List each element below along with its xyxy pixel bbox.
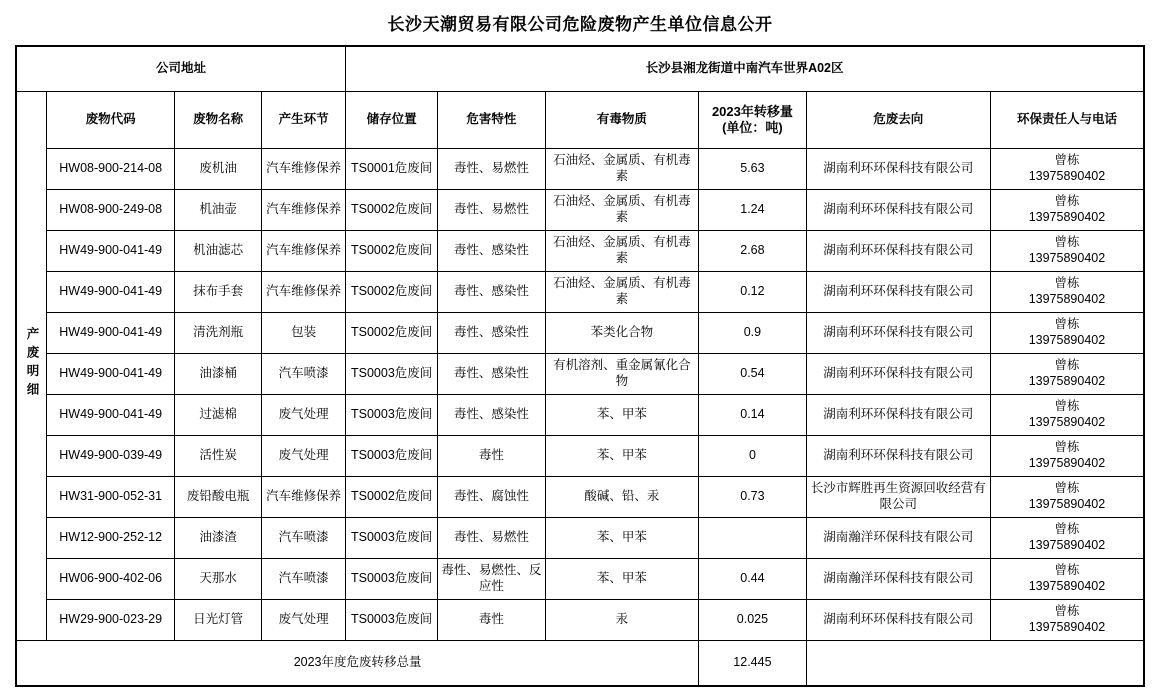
cell-code: HW29-900-023-29 (47, 600, 175, 641)
table-row (16, 149, 1144, 190)
person-name: 曾栋 (1054, 153, 1080, 168)
cell-storage: TS0002危废间 (346, 190, 438, 231)
table-row (16, 313, 1144, 354)
cell-code: HW08-900-249-08 (47, 190, 175, 231)
cell-stage: 包装 (262, 313, 346, 354)
person-name: 曾栋 (1054, 604, 1080, 619)
person-name: 曾栋 (1054, 440, 1080, 455)
cell-amount: 0.44 (699, 559, 806, 600)
cell-code: HW49-900-041-49 (47, 395, 175, 436)
person-name: 曾栋 (1054, 522, 1080, 537)
cell-toxic: 苯、甲苯 (545, 436, 699, 477)
cell-destination: 湖南利环环保科技有限公司 (806, 354, 990, 395)
cell-amount: 1.24 (699, 190, 806, 231)
cell-person (990, 518, 1144, 559)
person-name: 曾栋 (1054, 481, 1080, 496)
column-header-amount-line2: (单位：吨) (722, 120, 783, 135)
person-phone: 13975890402 (1028, 169, 1106, 183)
column-header-amount (699, 92, 806, 149)
cell-storage: TS0002危废间 (346, 477, 438, 518)
cell-toxic: 石油烃、金属质、有机毒素 (545, 190, 699, 231)
cell-amount: 0 (699, 436, 806, 477)
cell-toxic: 汞 (545, 600, 699, 641)
cell-person (990, 559, 1144, 600)
cell-code: HW12-900-252-12 (47, 518, 175, 559)
cell-storage: TS0003危废间 (346, 395, 438, 436)
cell-amount: 0.54 (699, 354, 806, 395)
section-label (16, 92, 47, 641)
cell-name: 机油壶 (175, 190, 262, 231)
cell-storage: TS0003危废间 (346, 559, 438, 600)
cell-stage: 汽车喷漆 (262, 559, 346, 600)
person-phone: 13975890402 (1028, 415, 1106, 429)
section-label-text: 产废明细 (24, 326, 39, 401)
person-phone: 13975890402 (1028, 333, 1106, 347)
cell-code: HW49-900-041-49 (47, 272, 175, 313)
cell-person (990, 313, 1144, 354)
cell-hazard: 毒性、感染性 (438, 231, 545, 272)
cell-code: HW49-900-039-49 (47, 436, 175, 477)
cell-stage: 废气处理 (262, 395, 346, 436)
person-phone: 13975890402 (1028, 497, 1106, 511)
cell-storage: TS0002危废间 (346, 272, 438, 313)
column-header-stage: 产生环节 (262, 92, 346, 149)
cell-person (990, 354, 1144, 395)
total-empty (806, 641, 1144, 687)
cell-toxic: 苯类化合物 (545, 313, 699, 354)
cell-person (990, 477, 1144, 518)
table-row (16, 518, 1144, 559)
total-label: 2023年度危废转移总量 (16, 641, 699, 687)
cell-hazard: 毒性、易燃性 (438, 518, 545, 559)
cell-storage: TS0003危废间 (346, 600, 438, 641)
cell-storage: TS0003危废间 (346, 518, 438, 559)
table-row (16, 354, 1144, 395)
cell-hazard: 毒性、易燃性 (438, 149, 545, 190)
cell-amount: 0.73 (699, 477, 806, 518)
cell-amount: 0.025 (699, 600, 806, 641)
column-header-amount-line1: 2023年转移量 (711, 103, 793, 119)
cell-person (990, 395, 1144, 436)
cell-amount: 2.68 (699, 231, 806, 272)
cell-toxic: 石油烃、金属质、有机毒素 (545, 272, 699, 313)
cell-storage: TS0001危废间 (346, 149, 438, 190)
cell-storage: TS0002危废间 (346, 313, 438, 354)
person-name: 曾栋 (1054, 235, 1080, 250)
person-phone: 13975890402 (1028, 456, 1106, 470)
cell-name: 活性炭 (175, 436, 262, 477)
cell-stage: 废气处理 (262, 436, 346, 477)
cell-toxic: 石油烃、金属质、有机毒素 (545, 149, 699, 190)
cell-storage: TS0002危废间 (346, 231, 438, 272)
cell-name: 废机油 (175, 149, 262, 190)
cell-code: HW08-900-214-08 (47, 149, 175, 190)
cell-destination: 湖南利环环保科技有限公司 (806, 272, 990, 313)
cell-name: 机油滤芯 (175, 231, 262, 272)
cell-name: 日光灯管 (175, 600, 262, 641)
cell-destination: 湖南瀚洋环保科技有限公司 (806, 559, 990, 600)
table-row (16, 190, 1144, 231)
cell-name: 过滤棉 (175, 395, 262, 436)
cell-hazard: 毒性、感染性 (438, 395, 545, 436)
column-header-row (16, 92, 1144, 149)
address-row (16, 46, 1144, 92)
cell-stage: 汽车维修保养 (262, 149, 346, 190)
cell-code: HW31-900-052-31 (47, 477, 175, 518)
cell-code: HW49-900-041-49 (47, 313, 175, 354)
cell-destination: 长沙市辉胜再生资源回收经营有限公司 (806, 477, 990, 518)
cell-person (990, 231, 1144, 272)
table-row (16, 272, 1144, 313)
cell-name: 废铅酸电瓶 (175, 477, 262, 518)
total-row (16, 641, 1144, 687)
cell-stage: 汽车维修保养 (262, 231, 346, 272)
table-row (16, 600, 1144, 641)
cell-amount: 5.63 (699, 149, 806, 190)
cell-destination: 湖南利环环保科技有限公司 (806, 149, 990, 190)
cell-destination: 湖南利环环保科技有限公司 (806, 436, 990, 477)
column-header-code: 废物代码 (47, 92, 175, 149)
cell-destination: 湖南利环环保科技有限公司 (806, 395, 990, 436)
person-name: 曾栋 (1054, 194, 1080, 209)
cell-name: 天那水 (175, 559, 262, 600)
page-title: 长沙天潮贸易有限公司危险废物产生单位信息公开 (387, 15, 773, 34)
cell-name: 抹布手套 (175, 272, 262, 313)
person-name: 曾栋 (1054, 563, 1080, 578)
cell-storage: TS0003危废间 (346, 436, 438, 477)
column-header-toxic: 有毒物质 (545, 92, 699, 149)
person-phone: 13975890402 (1028, 374, 1106, 388)
cell-hazard: 毒性、腐蚀性 (438, 477, 545, 518)
cell-toxic: 苯、甲苯 (545, 559, 699, 600)
cell-amount: 0.14 (699, 395, 806, 436)
table-row (16, 477, 1144, 518)
cell-name: 油漆渣 (175, 518, 262, 559)
cell-amount (699, 518, 806, 559)
cell-name: 清洗剂瓶 (175, 313, 262, 354)
cell-storage: TS0003危废间 (346, 354, 438, 395)
column-header-person: 环保责任人与电话 (990, 92, 1144, 149)
cell-hazard: 毒性、易燃性、反应性 (438, 559, 545, 600)
cell-person (990, 149, 1144, 190)
cell-person (990, 272, 1144, 313)
person-phone: 13975890402 (1028, 251, 1106, 265)
cell-hazard: 毒性、感染性 (438, 354, 545, 395)
column-header-name: 废物名称 (175, 92, 262, 149)
address-value: 长沙县湘龙街道中南汽车世界A02区 (346, 46, 1144, 92)
cell-code: HW49-900-041-49 (47, 231, 175, 272)
cell-stage: 汽车维修保养 (262, 190, 346, 231)
column-header-storage: 储存位置 (346, 92, 438, 149)
person-phone: 13975890402 (1028, 620, 1106, 634)
cell-person (990, 436, 1144, 477)
cell-stage: 废气处理 (262, 600, 346, 641)
cell-destination: 湖南利环环保科技有限公司 (806, 600, 990, 641)
address-label: 公司地址 (16, 46, 346, 92)
cell-name: 油漆桶 (175, 354, 262, 395)
cell-stage: 汽车维修保养 (262, 272, 346, 313)
cell-toxic: 苯、甲苯 (545, 518, 699, 559)
cell-destination: 湖南瀚洋环保科技有限公司 (806, 518, 990, 559)
cell-person (990, 190, 1144, 231)
cell-toxic: 石油烃、金属质、有机毒素 (545, 231, 699, 272)
column-header-destination: 危废去向 (806, 92, 990, 149)
cell-hazard: 毒性 (438, 600, 545, 641)
cell-hazard: 毒性 (438, 436, 545, 477)
column-header-hazard: 危害特性 (438, 92, 545, 149)
cell-amount: 0.12 (699, 272, 806, 313)
cell-stage: 汽车喷漆 (262, 354, 346, 395)
table-row (16, 436, 1144, 477)
cell-hazard: 毒性、感染性 (438, 313, 545, 354)
cell-toxic: 有机溶剂、重金属氰化合物 (545, 354, 699, 395)
person-phone: 13975890402 (1028, 538, 1106, 552)
cell-destination: 湖南利环环保科技有限公司 (806, 313, 990, 354)
cell-destination: 湖南利环环保科技有限公司 (806, 190, 990, 231)
person-name: 曾栋 (1054, 399, 1080, 414)
person-name: 曾栋 (1054, 317, 1080, 332)
cell-person (990, 600, 1144, 641)
table-row (16, 231, 1144, 272)
table-row (16, 395, 1144, 436)
cell-stage: 汽车维修保养 (262, 477, 346, 518)
cell-toxic: 酸碱、铅、汞 (545, 477, 699, 518)
cell-code: HW06-900-402-06 (47, 559, 175, 600)
waste-disclosure-table (15, 45, 1145, 687)
total-value: 12.445 (699, 641, 806, 687)
person-name: 曾栋 (1054, 358, 1080, 373)
cell-code: HW49-900-041-49 (47, 354, 175, 395)
cell-stage: 汽车喷漆 (262, 518, 346, 559)
person-phone: 13975890402 (1028, 579, 1106, 593)
cell-destination: 湖南利环环保科技有限公司 (806, 231, 990, 272)
cell-toxic: 苯、甲苯 (545, 395, 699, 436)
person-phone: 13975890402 (1028, 292, 1106, 306)
cell-hazard: 毒性、感染性 (438, 272, 545, 313)
cell-hazard: 毒性、易燃性 (438, 190, 545, 231)
cell-amount: 0.9 (699, 313, 806, 354)
person-name: 曾栋 (1054, 276, 1080, 291)
table-row (16, 559, 1144, 600)
person-phone: 13975890402 (1028, 210, 1106, 224)
